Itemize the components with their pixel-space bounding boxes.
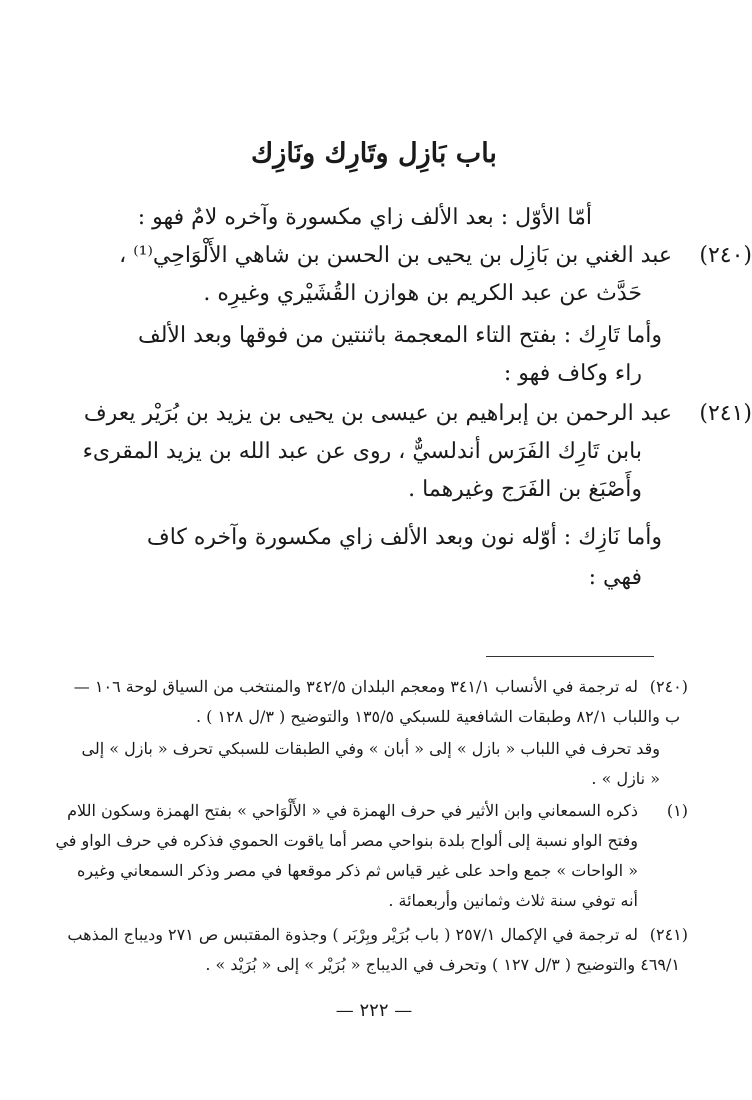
main-text	[82, 200, 752, 620]
entry-241-line-1: عبد الرحمن بن إبراهيم بن عيسى بن يحيى بن يزيد بن بُرَيْر يعرف	[83, 401, 672, 426]
chapter-title: باب بَازِل وتَارِك ونَازِك	[251, 138, 497, 169]
paragraph-tarik-line-1: وأما تَارِك : بفتح التاء المعجمة باثنتين من فوقها وبعد الألف	[137, 323, 662, 348]
entry-241-line-2: بابن تَارِك الفَرَس أندلسيٌّ ، روى عن عبد الله بن يزيد المقرىء	[82, 439, 642, 464]
paragraph-tarik-line-2: راء وكاف فهو :	[503, 361, 642, 386]
entry-241-line-3: وأَصْبَغ بن الفَرَج وغيرهما .	[408, 477, 642, 502]
footnotes	[55, 672, 688, 974]
entry-241-number: (٢٤١)	[699, 401, 752, 426]
entry-240-line-1: عبد الغني بن بَازِل بن يحيى بن الحسن بن شاهي الأَلْوَاحِي⁽¹⁾ ،	[119, 243, 672, 268]
footnote-240-line-4: « نازل » .	[591, 769, 660, 788]
footnote-1-line-3: « الواحات » جمع واحد على غير قياس ثم ذكر موقعها في مصر وذكر السمعاني وغيره	[77, 861, 638, 880]
footnote-1-number: (١)	[666, 801, 688, 820]
footnote-divider	[486, 656, 654, 657]
footnote-1-line-2: وفتح الواو نسبة إلى ألواح بلدة بنواحي مصر أما ياقوت الحموي فذكره في حرف الواو في	[55, 831, 638, 850]
footnote-1-line-4: أنه توفي سنة ثلاث وثمانين وأربعمائة .	[388, 891, 638, 910]
footnote-240-line-3: وقد تحرف في اللباب « بازل » إلى « أبان » وفي الطبقات للسبكي تحرف « بازل » إلى	[81, 739, 660, 758]
footnote-1-line-1: ذكره السمعاني وابن الأثير في حرف الهمزة في « الأَلْوَاحي » بفتح الهمزة وسكون اللام	[67, 801, 638, 820]
footnote-241-line-1: له ترجمة في الإكمال ٢٥٧/١ ( باب بُرَيْر وبِرْبَر ) وجذوة المقتبس ص ٢٧١ وديباج المذهب	[67, 925, 638, 944]
footnote-241-line-2: ٤٦٩/١ والتوضيح ( ٣/ل ١٢٧ ) وتحرف في الديباج « بُرَيْر » إلى « بُرَيْد » .	[205, 955, 680, 974]
paragraph-first-entry: أمّا الأوّل : بعد الألف زاي مكسورة وآخره لامٌ فهو :	[137, 205, 592, 230]
page-number: — ٢٢٢ —	[335, 1000, 413, 1021]
footnote-240-line-2: ب واللباب ٨٢/١ وطبقات الشافعية للسبكي ١٣٥/٥ والتوضيح ( ٣/ل ١٢٨ ) .	[195, 707, 680, 726]
paragraph-nazik-line-2: فهي :	[588, 565, 642, 590]
footnote-240-number: (٢٤٠)	[649, 677, 688, 696]
footnote-240-line-1: له ترجمة في الأنساب ٣٤١/١ ومعجم البلدان ٣٤٢/٥ والمنتخب من السياق لوحة ١٠٦ —	[73, 677, 638, 696]
entry-240-number: (٢٤٠)	[699, 243, 752, 268]
footnote-241-number: (٢٤١)	[649, 925, 688, 944]
paragraph-nazik-line-1: وأما نَازِك : أوّله نون وبعد الألف زاي مكسورة وآخره كاف	[146, 525, 662, 550]
entry-240-line-2: حَدَّث عن عبد الكريم بن هوازن القُشَيْري وغيرِه .	[203, 281, 642, 306]
